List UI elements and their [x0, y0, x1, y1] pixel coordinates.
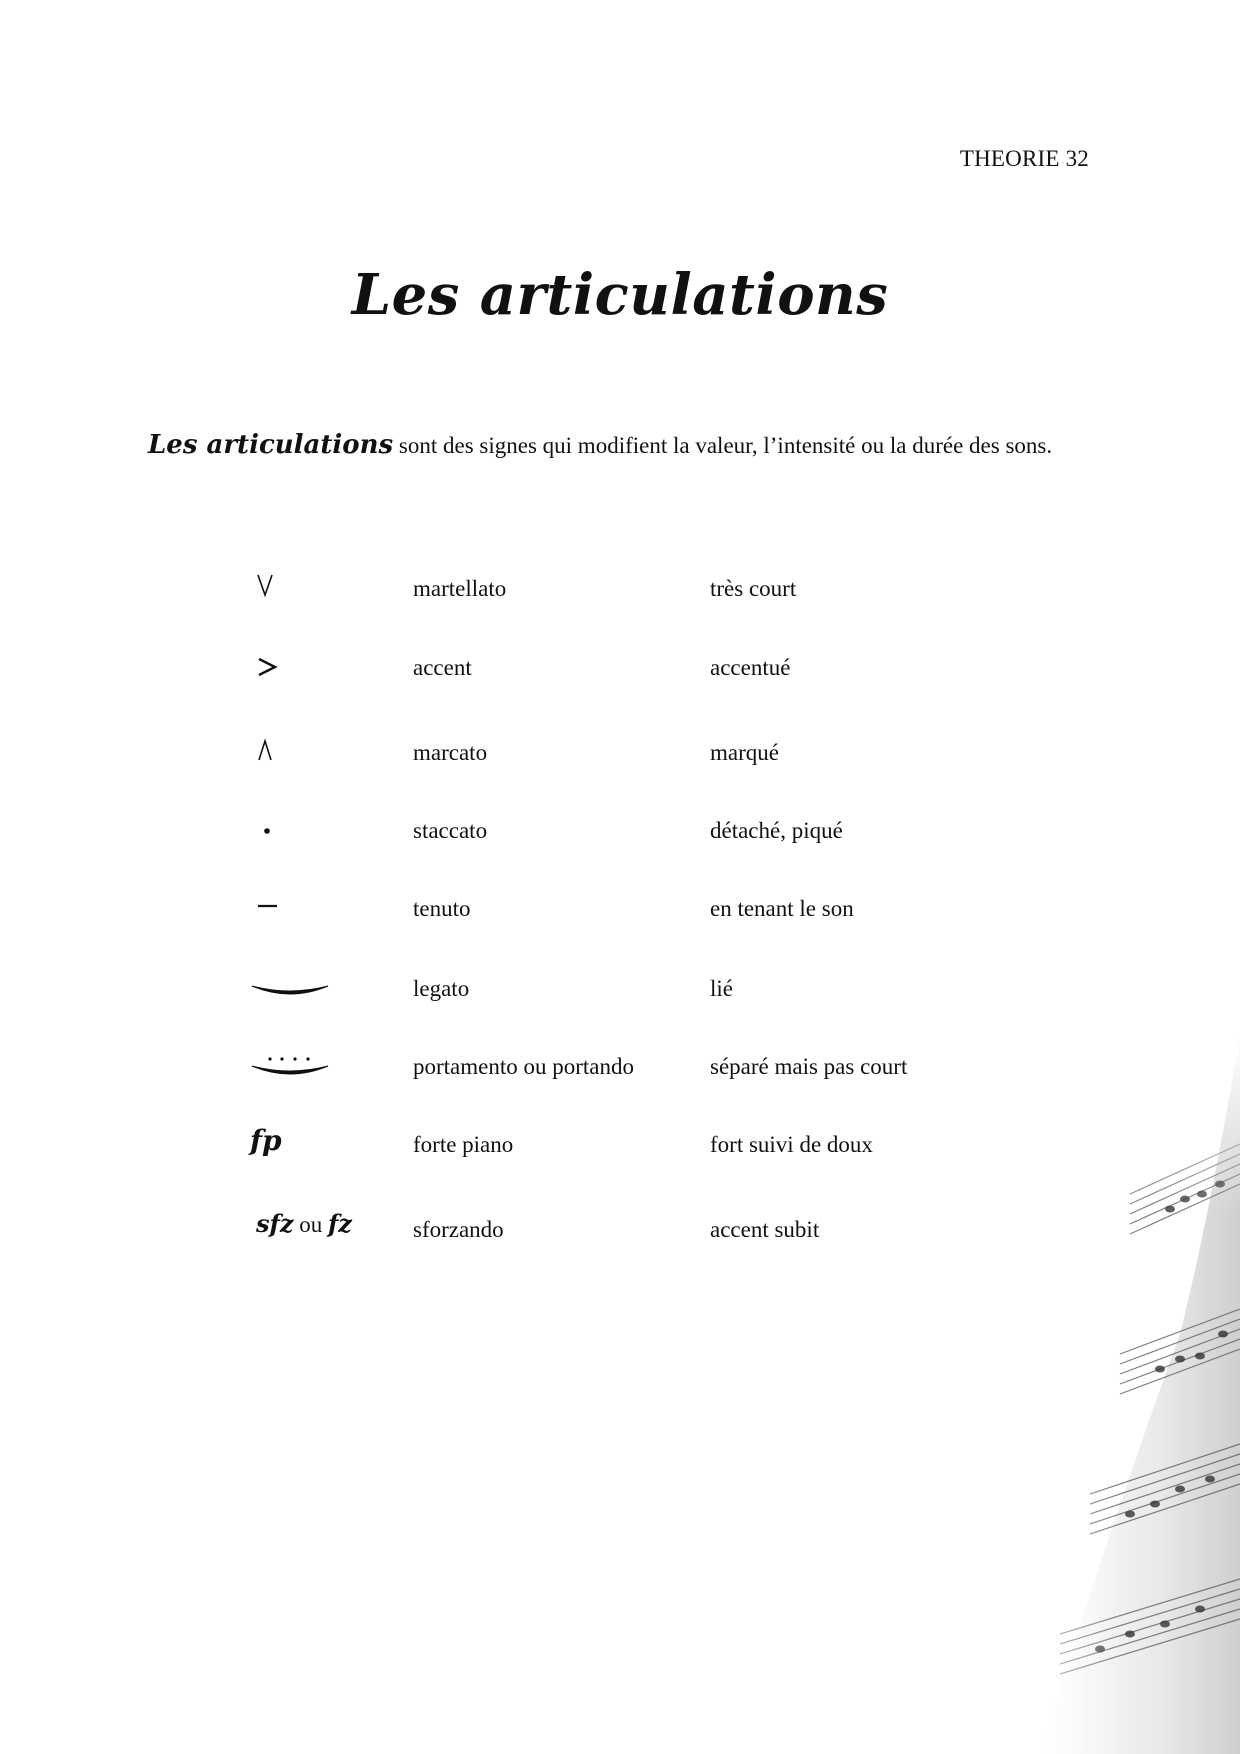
articulation-term: martellato [413, 576, 507, 601]
martellato-sign-icon [250, 568, 380, 608]
articulation-term: portamento ou portando [413, 1054, 635, 1079]
portato-slur-dots-icon [250, 1046, 380, 1086]
articulation-row [0, 968, 1240, 1008]
fz-symbol: fz [327, 1209, 352, 1238]
articulation-row [0, 647, 1240, 687]
forte-piano-symbol: fp [250, 1124, 282, 1157]
sforzando-symbol: sfz [256, 1209, 294, 1238]
articulation-meaning: lié [710, 976, 733, 1001]
articulation-row [0, 568, 1240, 608]
articulation-meaning: fort suivi de doux [710, 1132, 873, 1157]
legato-slur-icon [250, 968, 380, 1008]
staccato-dot-icon [250, 810, 380, 850]
accent-sign-icon [250, 647, 380, 687]
articulation-term: legato [413, 976, 470, 1001]
articulation-meaning: accentué [710, 655, 791, 680]
forte-piano-mark [250, 1124, 380, 1164]
marcato-sign-icon [250, 732, 380, 772]
articulation-row [0, 810, 1240, 850]
intro-emphasis: Les articulations [148, 430, 394, 460]
page-label: THEORIE 32 [959, 146, 1089, 171]
intro-paragraph [148, 430, 1108, 460]
articulation-meaning: très court [710, 576, 797, 601]
articulation-meaning: séparé mais pas court [710, 1054, 908, 1079]
articulation-row [0, 732, 1240, 772]
articulation-meaning: marqué [710, 740, 779, 765]
articulation-meaning: détaché, piqué [710, 818, 843, 843]
articulation-row [0, 888, 1240, 928]
articulation-meaning: en tenant le son [710, 896, 854, 921]
articulation-term: marcato [413, 740, 488, 765]
sheet-music-corner-image [980, 1034, 1240, 1754]
articulation-meaning: accent subit [710, 1217, 820, 1242]
articulation-term: tenuto [413, 896, 471, 921]
articulation-term: accent [413, 655, 472, 680]
sforzando-mark [256, 1209, 406, 1249]
page-title: Les articulations [351, 262, 889, 328]
sforzando-separator: ou [293, 1212, 328, 1237]
articulation-term: staccato [413, 818, 488, 843]
intro-text: sont des signes qui modifient la valeur, l’intensité ou la durée des sons. [393, 433, 1053, 458]
tenuto-line-icon [250, 888, 380, 928]
articulation-term: sforzando [413, 1217, 504, 1242]
articulation-term: forte piano [413, 1132, 514, 1157]
